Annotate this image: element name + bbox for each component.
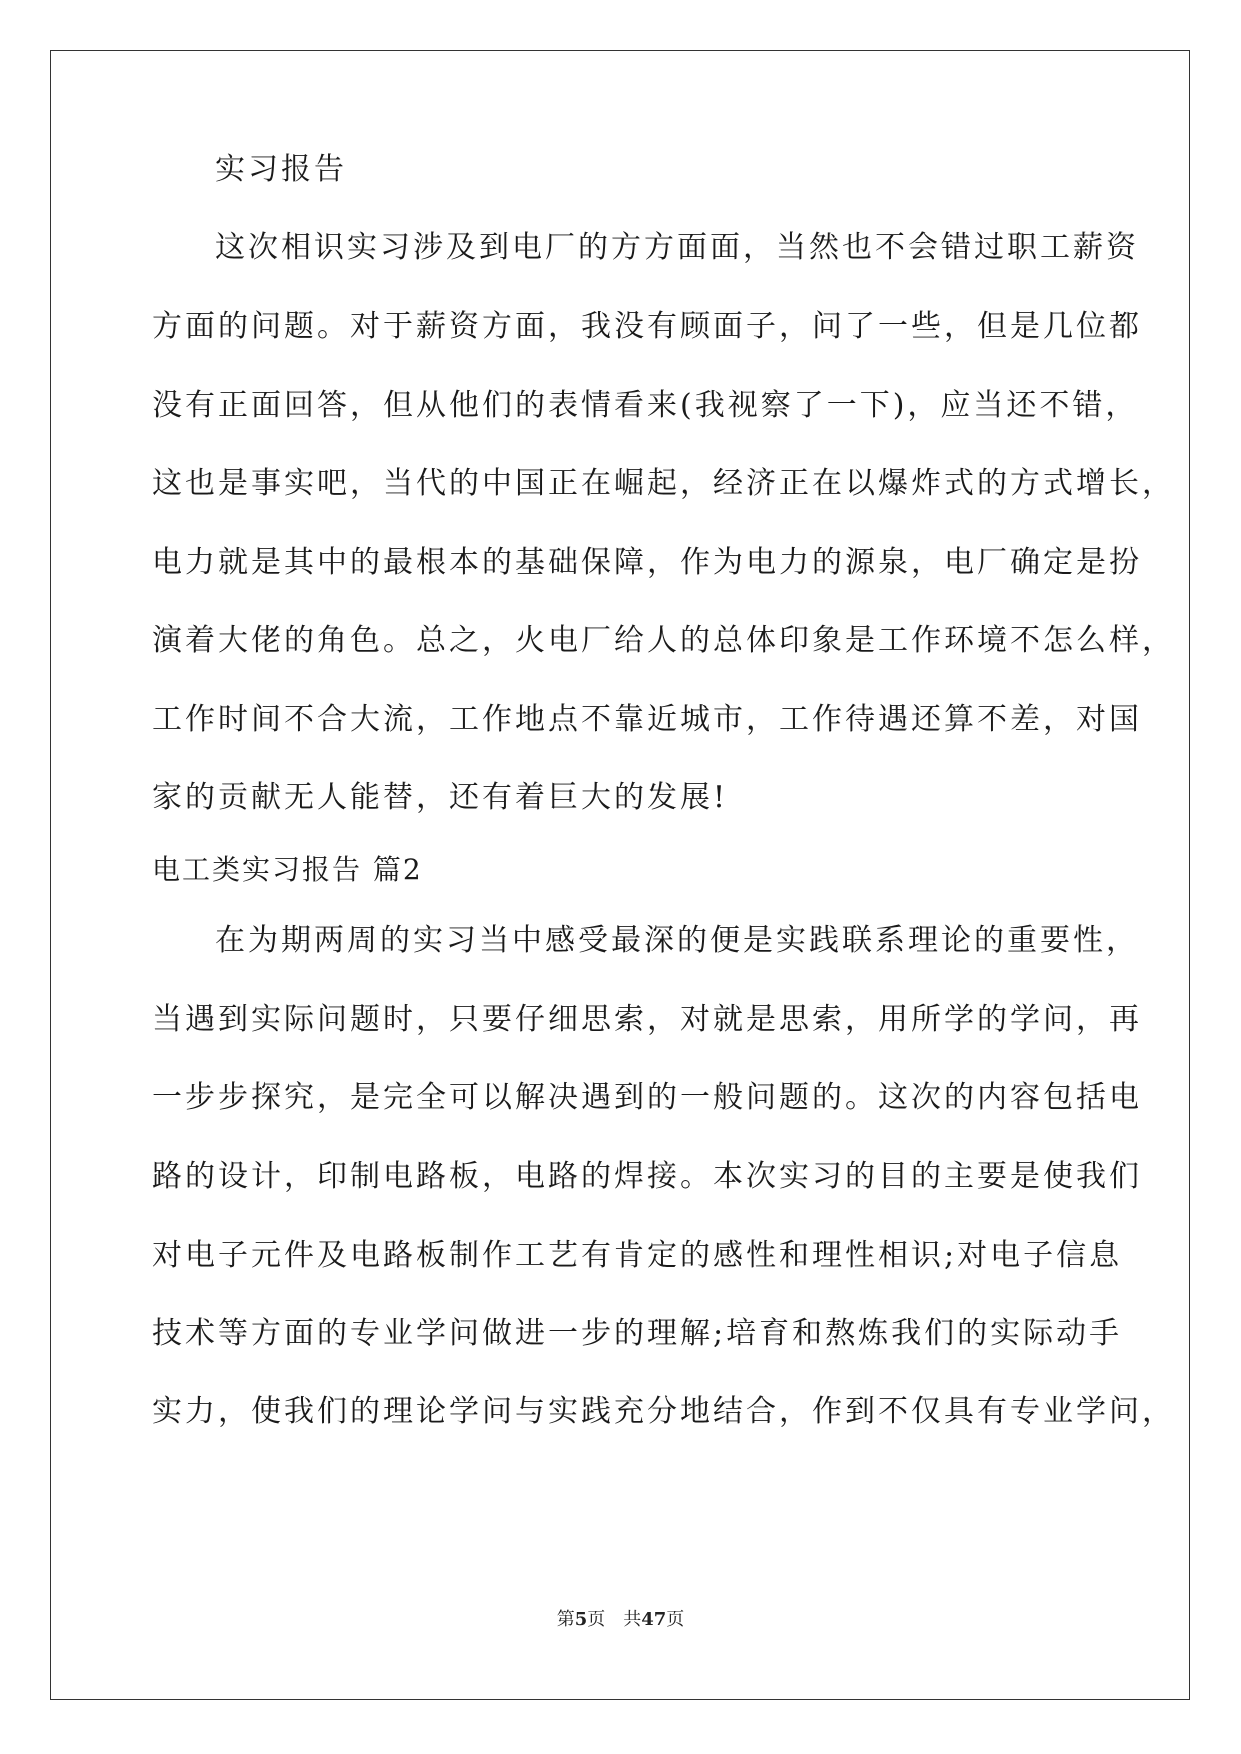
page-suffix: 页 — [587, 1609, 606, 1630]
text-line: 技术等方面的专业学问做进一步的理解;培育和熬炼我们的实际动手 — [152, 1316, 1123, 1351]
text-line: 在为期两周的实习当中感受最深的便是实践联系理论的重要性， — [215, 923, 1139, 958]
total-suffix: 页 — [666, 1609, 685, 1630]
text-line: 实习报告 — [215, 152, 347, 187]
text-line: 没有正面回答，但从他们的表情看来(我视察了一下)，应当还不错， — [152, 388, 1139, 423]
page-footer — [0, 1608, 1241, 1632]
text-line: 这也是事实吧，当代的中国正在崛起，经济正在以爆炸式的方式增长， — [152, 466, 1175, 501]
text-line: 演着大佬的角色。总之，火电厂给人的总体印象是工作环境不怎么样， — [152, 623, 1175, 658]
text-line: 工作时间不合大流，工作地点不靠近城市，工作待遇还算不差，对国 — [152, 702, 1142, 737]
text-line: 路的设计，印制电路板，电路的焊接。本次实习的目的主要是使我们 — [152, 1159, 1142, 1194]
page-prefix: 第 — [556, 1609, 575, 1630]
text-line: 当遇到实际问题时，只要仔细思索，对就是思索，用所学的学问，再 — [152, 1002, 1142, 1037]
text-line: 这次相识实习涉及到电厂的方方面面，当然也不会错过职工薪资 — [215, 230, 1139, 265]
text-line: 一步步探究，是完全可以解决遇到的一般问题的。这次的内容包括电 — [152, 1080, 1142, 1115]
text-line: 方面的问题。对于薪资方面，我没有顾面子，问了一些，但是几位都 — [152, 309, 1142, 344]
section-heading: 电工类实习报告 篇2 — [152, 853, 423, 886]
text-line: 家的贡献无人能替，还有着巨大的发展! — [152, 780, 729, 815]
page-number: 5 — [574, 1609, 588, 1630]
total-pages: 47 — [641, 1609, 667, 1630]
total-prefix: 共 — [623, 1609, 642, 1630]
text-line: 对电子元件及电路板制作工艺有肯定的感性和理性相识;对电子信息 — [152, 1238, 1123, 1273]
text-line: 实力，使我们的理论学问与实践充分地结合，作到不仅具有专业学问， — [152, 1394, 1175, 1429]
text-line: 电力就是其中的最根本的基础保障，作为电力的源泉，电厂确定是扮 — [152, 545, 1142, 580]
